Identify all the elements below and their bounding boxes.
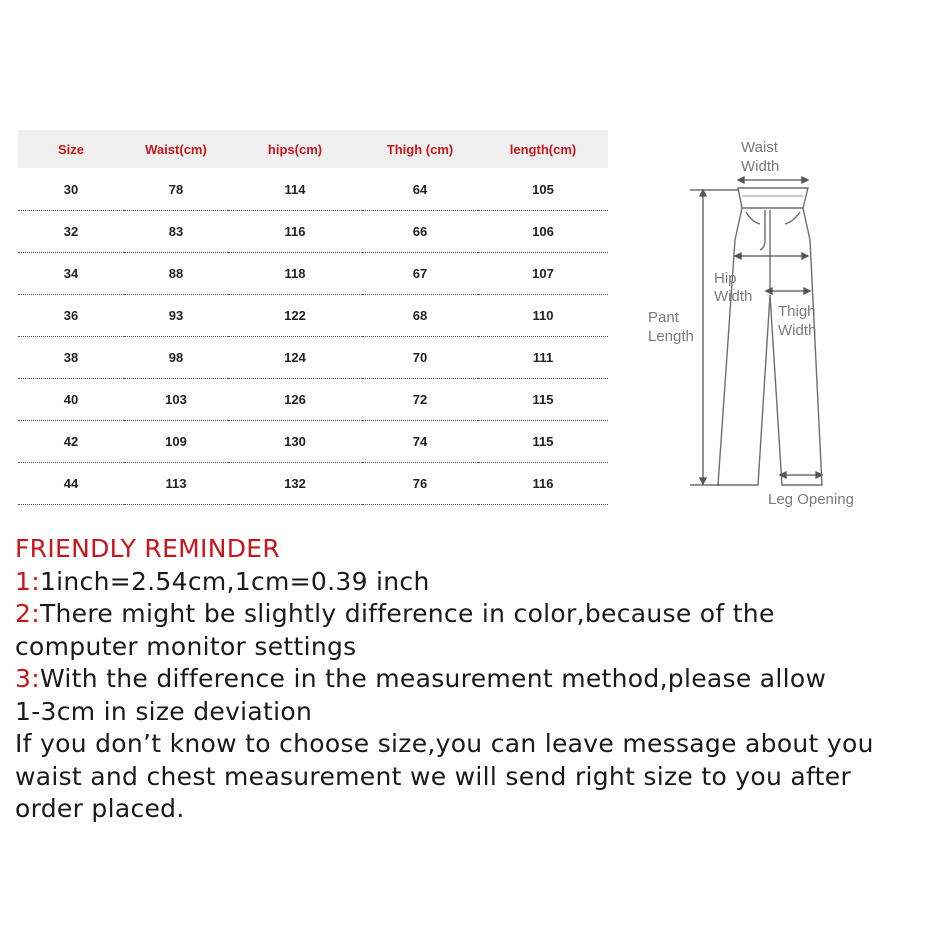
cell-length: 111 <box>478 337 608 379</box>
reminder-item-1-number: 1: <box>15 566 40 596</box>
cell-hips: 130 <box>228 421 362 463</box>
header-waist: Waist(cm) <box>124 130 228 168</box>
cell-thigh: 70 <box>362 337 478 379</box>
table-row <box>18 211 608 253</box>
cell-thigh: 68 <box>362 295 478 337</box>
cell-waist: 98 <box>124 337 228 379</box>
table-row <box>18 295 608 337</box>
pant-length-label-line1: Pant <box>648 309 679 326</box>
cell-hips: 126 <box>228 379 362 421</box>
thigh-label-line1: Thigh <box>778 303 816 320</box>
leg-opening-label: Leg Opening <box>768 491 854 508</box>
reminder-item-2-text: There might be slightly difference in color,because of the <box>39 599 775 628</box>
reminder-item-3 <box>15 663 935 696</box>
header-thigh: Thigh (cm) <box>362 130 478 168</box>
header-size: Size <box>18 130 124 168</box>
cell-length: 110 <box>478 295 608 337</box>
cell-hips: 114 <box>228 168 362 211</box>
cell-size: 34 <box>18 253 124 295</box>
reminder-note-line-3: order placed. <box>15 794 185 823</box>
reminder-title: FRIENDLY REMINDER <box>15 534 281 563</box>
cell-waist: 103 <box>124 379 228 421</box>
table-header-row <box>18 130 608 168</box>
cell-size: 42 <box>18 421 124 463</box>
reminder-item-1 <box>15 566 935 599</box>
hip-label-line2: Width <box>714 288 753 305</box>
cell-waist: 113 <box>124 463 228 505</box>
pants-diagram-svg <box>640 130 880 510</box>
cell-hips: 124 <box>228 337 362 379</box>
reminder-item-2 <box>15 598 935 631</box>
cell-waist: 109 <box>124 421 228 463</box>
cell-thigh: 76 <box>362 463 478 505</box>
cell-size: 32 <box>18 211 124 253</box>
cell-waist: 83 <box>124 211 228 253</box>
thigh-label-line2: Width <box>778 322 817 339</box>
cell-thigh: 74 <box>362 421 478 463</box>
cell-length: 106 <box>478 211 608 253</box>
reminder-note-line-2: waist and chest measurement we will send right size to you after <box>15 761 852 791</box>
cell-length: 116 <box>478 463 608 505</box>
header-hips: hips(cm) <box>228 130 362 168</box>
cell-waist: 88 <box>124 253 228 295</box>
pant-length-label-line2: Length <box>648 328 694 345</box>
cell-thigh: 64 <box>362 168 478 211</box>
cell-size: 40 <box>18 379 124 421</box>
table-row <box>18 379 608 421</box>
cell-length: 115 <box>478 379 608 421</box>
cell-size: 30 <box>18 168 124 211</box>
table-row <box>18 168 608 211</box>
cell-waist: 78 <box>124 168 228 211</box>
cell-size: 36 <box>18 295 124 337</box>
cell-hips: 122 <box>228 295 362 337</box>
pants-measurement-diagram <box>640 130 880 510</box>
cell-hips: 132 <box>228 463 362 505</box>
cell-length: 107 <box>478 253 608 295</box>
hip-label-line1: Hip <box>714 270 737 287</box>
cell-thigh: 67 <box>362 253 478 295</box>
reminder-item-3-text: With the difference in the measurement method,please allow <box>39 664 827 693</box>
cell-hips: 116 <box>228 211 362 253</box>
friendly-reminder <box>15 533 935 826</box>
cell-thigh: 72 <box>362 379 478 421</box>
cell-waist: 93 <box>124 295 228 337</box>
cell-size: 38 <box>18 337 124 379</box>
waist-label-line1: Waist <box>741 139 778 156</box>
reminder-item-3-number: 3: <box>15 664 40 693</box>
reminder-item-2-continued: computer monitor settings <box>15 631 357 661</box>
reminder-item-2-number: 2: <box>15 599 40 628</box>
size-chart-table <box>18 130 608 505</box>
table-row <box>18 421 608 463</box>
table-row <box>18 253 608 295</box>
table-row <box>18 463 608 505</box>
cell-length: 105 <box>478 168 608 211</box>
reminder-item-1-text: 1inch=2.54cm,1cm=0.39 inch <box>39 566 430 596</box>
reminder-note-line-1: If you don’t know to choose size,you can leave message about you <box>15 729 874 758</box>
table-row <box>18 337 608 379</box>
cell-length: 115 <box>478 421 608 463</box>
cell-hips: 118 <box>228 253 362 295</box>
cell-thigh: 66 <box>362 211 478 253</box>
reminder-item-3-continued: 1-3cm in size deviation <box>15 696 313 726</box>
waist-label-line2: Width <box>741 158 780 175</box>
cell-size: 44 <box>18 463 124 505</box>
header-length: length(cm) <box>478 130 608 168</box>
